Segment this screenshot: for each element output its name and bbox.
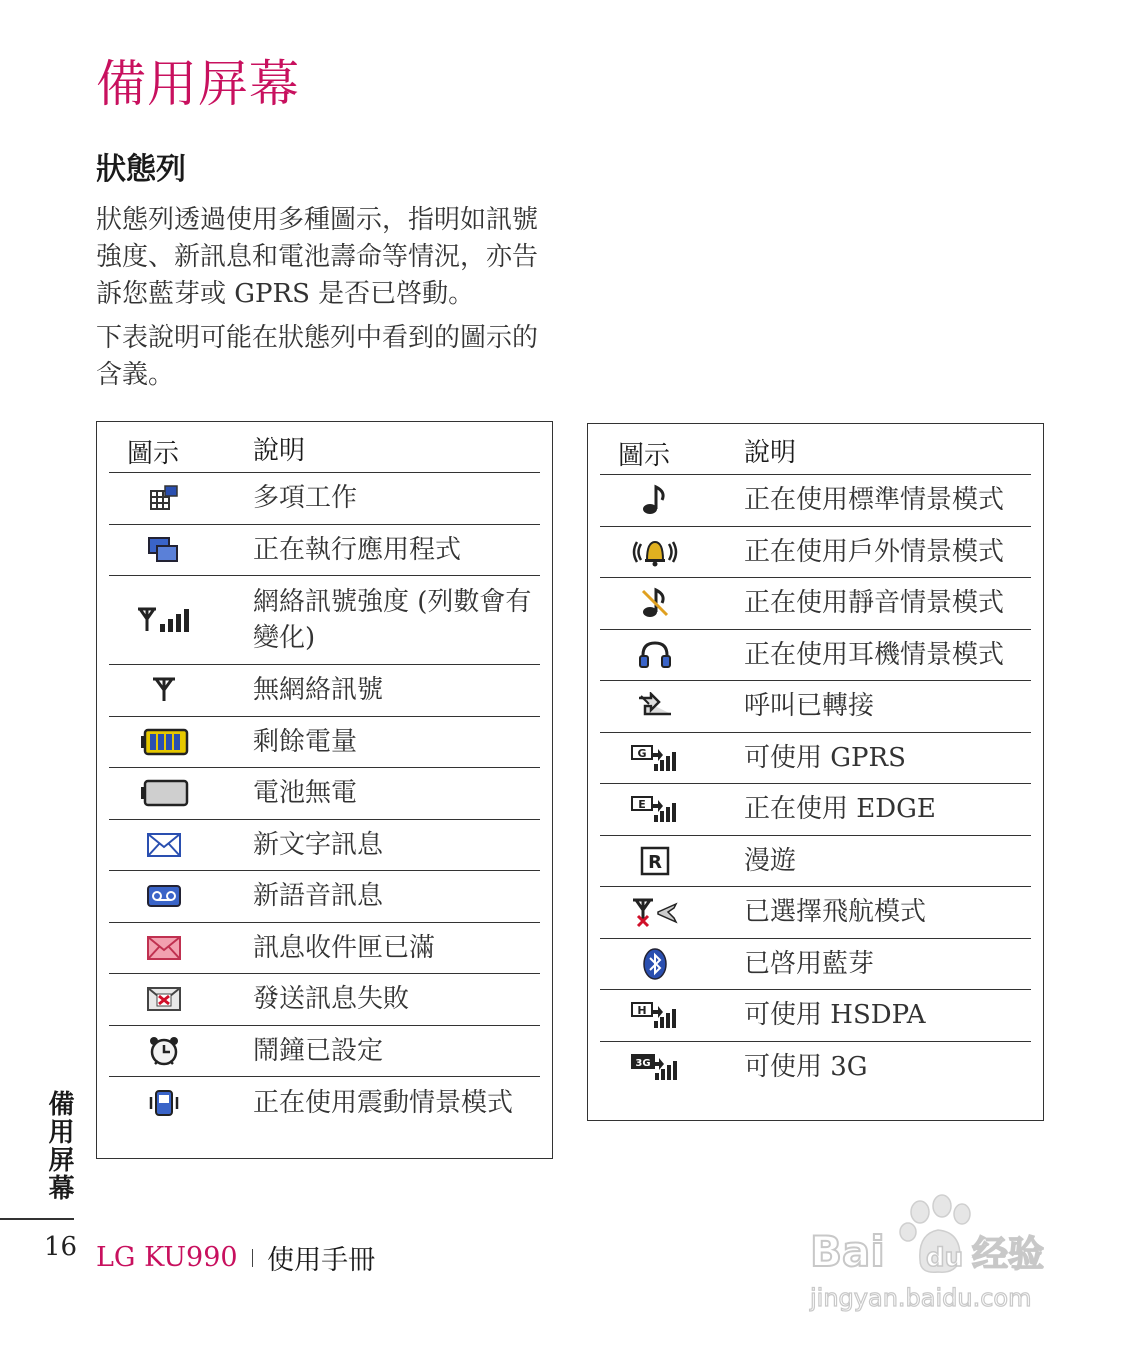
running-app-icon: [146, 535, 182, 565]
intro-paragraph: 狀態列透過使用多種圖示，指明如訊號強度、新訊息和電池壽命等情況，亦告訴您藍芽或 GPRS 是否已啓動。: [96, 205, 539, 309]
svg-text:H: H: [637, 1004, 647, 1018]
row-desc: 多項工作: [253, 483, 358, 514]
row-desc: 已啓用藍芽: [744, 948, 875, 979]
baidu-watermark-logo: [808, 1190, 1068, 1320]
table-row: [600, 733, 1031, 785]
table-row: [600, 630, 1031, 682]
footer-brand: LG KU990: [96, 1242, 238, 1273]
gprs-icon: [630, 743, 680, 773]
row-desc: 無網絡訊號: [253, 675, 384, 706]
table-row: [600, 681, 1031, 733]
table-row: [600, 836, 1031, 888]
table-row: [600, 527, 1031, 579]
normal-profile-icon: [640, 484, 670, 516]
no-signal-icon: [149, 675, 179, 705]
row-desc: 可使用 HSDPA: [744, 1000, 926, 1031]
table-row: [109, 923, 540, 975]
table-row: [600, 578, 1031, 630]
table-row: [109, 768, 540, 820]
edge-icon: [630, 794, 680, 824]
outdoor-profile-icon: [632, 536, 678, 568]
table-header: [600, 432, 1031, 475]
row-desc: 正在使用 EDGE: [744, 794, 936, 825]
hsdpa-icon: [630, 1000, 680, 1030]
table-row: [109, 717, 540, 769]
row-desc: 訊息收件匣已滿: [253, 932, 436, 963]
table-header: [109, 430, 540, 473]
row-desc: 已選擇飛航模式: [744, 897, 927, 928]
alarm-icon: [147, 1035, 181, 1067]
row-desc: 可使用 3G: [744, 1052, 868, 1083]
icon-table-left: [96, 421, 553, 1159]
roaming-icon: [640, 846, 670, 876]
table-row: [109, 1077, 540, 1129]
new-voice-message-icon: [146, 882, 182, 910]
page-number: 16: [44, 1232, 78, 1262]
inbox-full-icon: [146, 934, 182, 962]
vibrate-profile-icon: [146, 1088, 182, 1118]
row-desc: 正在使用震動情景模式: [253, 1087, 514, 1118]
row-desc: 新語音訊息: [253, 881, 384, 912]
row-desc: 可使用 GPRS: [744, 742, 906, 773]
table-row: [600, 784, 1031, 836]
table-row: [109, 665, 540, 717]
header-icon-column: 圖示: [127, 438, 180, 469]
message-failed-icon: [146, 985, 182, 1013]
battery-empty-icon: [139, 778, 189, 808]
table-row: [109, 473, 540, 525]
header-icon-column: 圖示: [618, 440, 671, 471]
table-row: [600, 887, 1031, 939]
row-desc: 正在使用標準情景模式: [744, 485, 1005, 516]
side-divider: [0, 1218, 74, 1220]
battery-full-icon: [139, 727, 189, 757]
table-row: [109, 525, 540, 577]
row-desc: 正在使用戶外情景模式: [744, 536, 1005, 567]
table-row: [109, 576, 540, 665]
page-title: 備用屏幕: [96, 55, 300, 113]
row-desc: 漫遊: [744, 845, 797, 876]
watermark-du: du: [926, 1243, 964, 1273]
header-desc-column: 說明: [253, 436, 306, 466]
svg-text:E: E: [638, 798, 646, 812]
new-text-message-icon: [146, 831, 182, 859]
flight-mode-icon: [630, 896, 680, 928]
row-desc: 新文字訊息: [253, 829, 384, 860]
row-desc: 正在執行應用程式: [253, 534, 462, 565]
silent-profile-icon: [640, 587, 670, 619]
multitask-icon: [148, 484, 180, 512]
call-divert-icon: [635, 692, 675, 720]
watermark-url: jingyan.baidu.com: [810, 1284, 1032, 1312]
intro-paragraph-2: 下表說明可能在狀態列中看到的圖示的含義。: [96, 323, 539, 390]
3g-icon: [630, 1052, 680, 1082]
footer-separator: [252, 1249, 254, 1267]
footer-doc-title: 使用手冊: [267, 1245, 376, 1276]
icon-table-right: [587, 423, 1044, 1121]
svg-text:R: R: [648, 851, 662, 873]
table-row: [600, 1042, 1031, 1094]
row-desc: 鬧鐘已設定: [253, 1035, 384, 1066]
row-desc: 正在使用耳機情景模式: [744, 639, 1005, 670]
side-section-label: 備用屏幕: [44, 1090, 74, 1202]
signal-strength-icon: [134, 605, 194, 635]
row-desc: 正在使用靜音情景模式: [744, 588, 1005, 619]
row-desc: 剩餘電量: [253, 726, 358, 757]
table-row: [600, 939, 1031, 991]
watermark-bai: Bai: [810, 1227, 885, 1276]
row-desc: 發送訊息失敗: [253, 984, 410, 1015]
headset-profile-icon: [637, 640, 673, 670]
row-desc: 呼叫已轉接: [744, 691, 875, 722]
table-row: [109, 1026, 540, 1078]
header-desc-column: 說明: [744, 438, 797, 468]
svg-text:G: G: [637, 746, 647, 760]
table-row: [109, 820, 540, 872]
table-row: [600, 475, 1031, 527]
watermark-jingyan: 经验: [972, 1234, 1045, 1275]
svg-text:3G: 3G: [635, 1058, 651, 1070]
row-desc: 電池無電: [253, 778, 358, 809]
row-desc: 網絡訊號強度 (列數會有變化): [253, 587, 532, 653]
table-row: [600, 990, 1031, 1042]
bluetooth-icon: [642, 947, 668, 981]
table-row: [109, 871, 540, 923]
section-title: 狀態列: [96, 152, 186, 187]
table-row: [109, 974, 540, 1026]
footer: [96, 1238, 375, 1277]
